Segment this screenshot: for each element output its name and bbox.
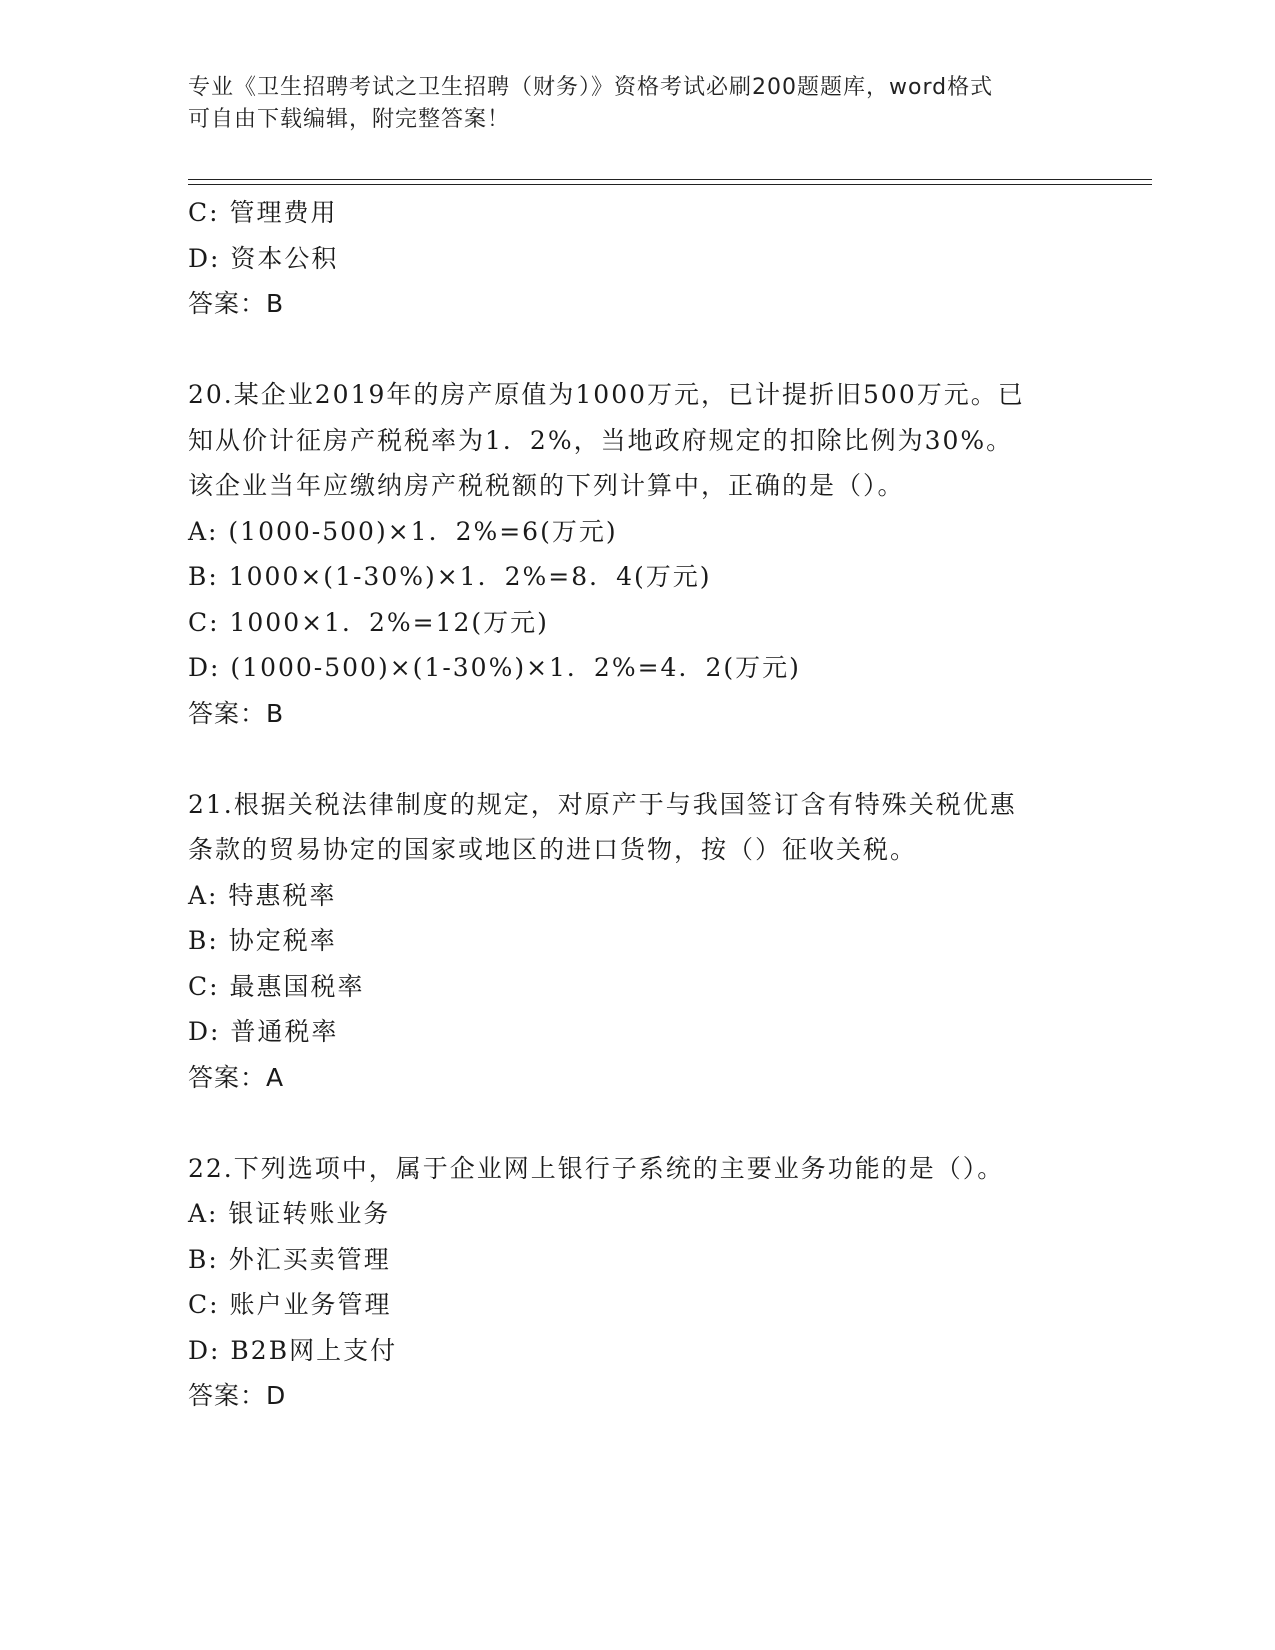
q19-answer: 答案：B <box>188 289 285 318</box>
spacer <box>188 1100 1088 1146</box>
header-divider-top <box>188 179 1152 180</box>
q22-stem-line-1: 22.下列选项中，属于企业网上银行子系统的主要业务功能的是（）。 <box>188 1153 1005 1183</box>
q20-stem-line-2: 知从价计征房产税税率为1．2%，当地政府规定的扣除比例为30%。 <box>188 425 1014 455</box>
q19-option-d: D: 资本公积 <box>188 243 339 273</box>
header-divider-bottom <box>188 184 1152 185</box>
q20-option-b: B: 1000×(1-30%)×1．2%=8．4(万元) <box>188 562 712 591</box>
q20-option-c: C: 1000×1．2%=12(万元) <box>188 607 549 637</box>
q21-option-a: A: 特惠税率 <box>188 880 337 910</box>
q19-option-c: C: 管理费用 <box>188 198 338 227</box>
q20-option-a: A: (1000-500)×1．2%=6(万元) <box>188 516 618 546</box>
header-line-1: 专业《卫生招聘考试之卫生招聘（财务）》资格考试必刷200题题库，word格式 <box>188 75 994 100</box>
q22-option-a: A: 银证转账业务 <box>188 1199 391 1228</box>
q22-option-d: D: B2B网上支付 <box>188 1335 398 1365</box>
q21-stem-line-1: 21.根据关税法律制度的规定，对原产于与我国签订含有特殊关税优惠 <box>188 789 1017 819</box>
q21-answer: 答案：A <box>188 1062 285 1092</box>
q21-option-c: C: 最惠国税率 <box>188 971 365 1001</box>
q21-option-b: B: 协定税率 <box>188 926 337 955</box>
q20-stem-line-3: 该企业当年应缴纳房产税税额的下列计算中，正确的是（）。 <box>188 471 905 500</box>
q21-option-d: D: 普通税率 <box>188 1017 339 1046</box>
question-list <box>188 190 1088 1419</box>
q22-option-c: C: 账户业务管理 <box>188 1290 392 1319</box>
q22-option-b: B: 外汇买卖管理 <box>188 1244 391 1274</box>
spacer <box>188 736 1088 782</box>
q20-option-d: D: (1000-500)×(1-30%)×1．2%=4．2(万元) <box>188 653 801 682</box>
spacer <box>188 327 1088 373</box>
q21-stem-line-2: 条款的贸易协定的国家或地区的进口货物，按（）征收关税。 <box>188 835 918 864</box>
q20-answer: 答案：B <box>188 698 285 728</box>
header-line-2: 可自由下载编辑，附完整答案！ <box>188 107 511 132</box>
q22-answer: 答案：D <box>188 1381 287 1410</box>
document-header <box>188 72 1088 136</box>
q20-stem-line-1: 20.某企业2019年的房产原值为1000万元，已计提折旧500万元。已 <box>188 380 1025 409</box>
